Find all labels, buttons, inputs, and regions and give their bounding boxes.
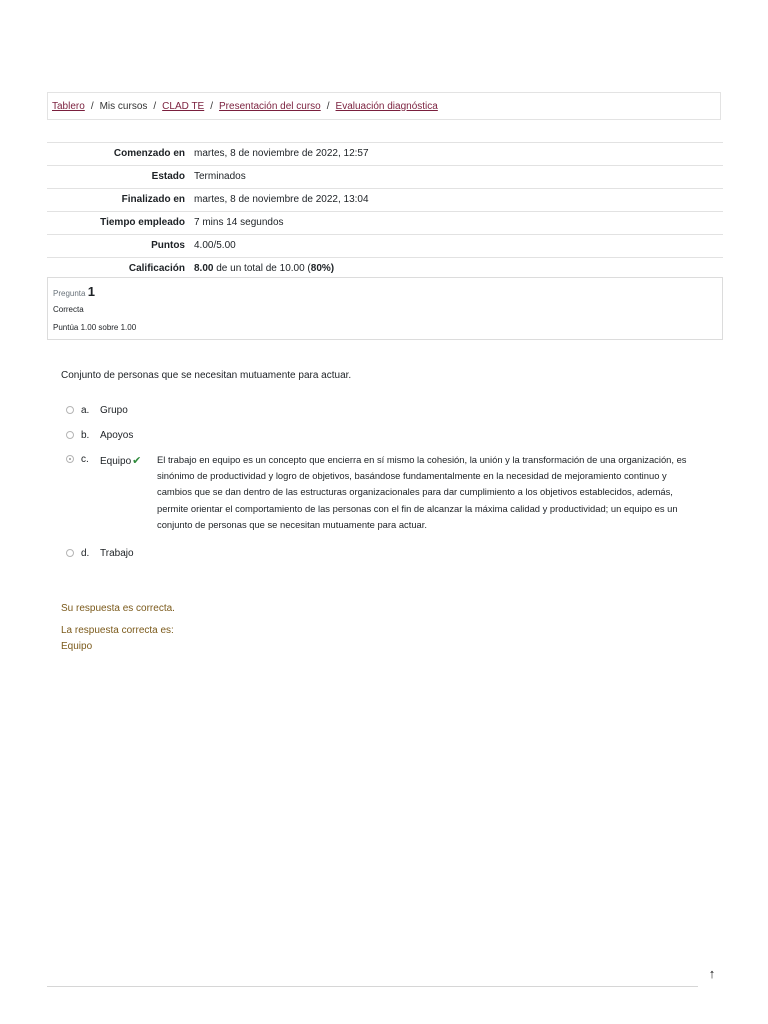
summary-label: Finalizado en	[121, 194, 185, 205]
question-grade: Puntúa 1.00 sobre 1.00	[53, 323, 137, 332]
answer-option-b[interactable]	[66, 430, 134, 441]
breadcrumb-link-evaluation[interactable]: Evaluación diagnóstica	[335, 100, 438, 112]
question-label: Pregunta	[53, 289, 86, 298]
summary-label: Tiempo empleado	[100, 217, 185, 228]
question-number-value: 1	[87, 284, 95, 299]
option-letter: c.	[81, 454, 89, 465]
grade-score: 8.00	[194, 263, 214, 274]
option-letter: d.	[81, 548, 90, 559]
question-info-box	[47, 277, 723, 340]
breadcrumb-mis-cursos: Mis cursos	[99, 100, 148, 112]
option-label: Equipo	[100, 456, 132, 467]
summary-row-finished	[47, 189, 723, 212]
summary-row-started	[47, 143, 723, 166]
right-answer-value: Equipo	[61, 641, 93, 652]
breadcrumb-link-tablero[interactable]: Tablero	[52, 100, 85, 112]
breadcrumb-separator: /	[326, 100, 330, 112]
grade-percent: 80%	[310, 263, 331, 274]
radio-button-selected[interactable]	[66, 455, 74, 463]
answer-option-c[interactable]	[66, 454, 142, 467]
summary-value: Terminados	[194, 171, 246, 182]
option-text: Trabajo	[100, 548, 134, 559]
radio-button[interactable]	[66, 549, 74, 557]
scroll-to-top-button[interactable]	[703, 964, 721, 982]
grade-paren: )	[330, 263, 335, 274]
option-text: Apoyos	[100, 430, 134, 441]
question-state: Correcta	[53, 305, 84, 314]
breadcrumb-separator: /	[153, 100, 157, 112]
breadcrumb-separator: /	[210, 100, 214, 112]
question-number	[53, 284, 717, 299]
breadcrumb-link-course[interactable]: CLAD TE	[162, 100, 205, 112]
breadcrumb	[47, 92, 721, 120]
summary-row-points	[47, 235, 723, 258]
right-answer-label: La respuesta correcta es:	[61, 625, 174, 636]
grade-total: de un total de 10.00 (	[213, 263, 311, 274]
summary-label: Comenzado en	[113, 148, 185, 159]
summary-value: martes, 8 de noviembre de 2022, 13:04	[194, 194, 369, 205]
attempt-summary-table	[47, 142, 723, 281]
answer-option-a[interactable]	[66, 405, 128, 416]
option-letter: a.	[81, 405, 90, 416]
radio-button[interactable]	[66, 406, 74, 414]
summary-label: Estado	[151, 171, 185, 182]
answer-option-d[interactable]	[66, 548, 134, 559]
summary-label: Calificación	[128, 263, 185, 274]
radio-button[interactable]	[66, 431, 74, 439]
summary-value: 7 mins 14 segundos	[194, 217, 284, 228]
breadcrumb-separator: /	[90, 100, 94, 112]
question-text: Conjunto de personas que se necesitan mutuamente para actuar.	[61, 370, 352, 381]
summary-value: 4.00/5.00	[194, 240, 236, 251]
option-feedback: El trabajo en equipo es un concepto que encierra en sí mismo la cohesión, la unión y la transformación de una organización, es sinónimo de productividad y logro de objetivos, basándose fundamentalmente en la necesidad de mejoramiento continuo y cambios que se dan dentro de las estructuras organizacionales para dar cumplimiento a los objetivos establecidos, además, permite orientar el comportamiento de las personas con el fin de alcanzar la máxima calidad y productividad; un equipo es un conjunto de personas que se necesitan mutuamente para actuar.	[157, 454, 687, 530]
option-text	[100, 454, 141, 467]
option-text: Grupo	[100, 405, 128, 416]
summary-row-time	[47, 212, 723, 235]
summary-label: Puntos	[151, 240, 185, 251]
option-letter: b.	[81, 430, 90, 441]
summary-row-state	[47, 166, 723, 189]
footer-divider	[47, 986, 698, 987]
result-feedback: Su respuesta es correcta.	[61, 603, 175, 614]
check-icon: ✔	[132, 455, 142, 467]
summary-value: martes, 8 de noviembre de 2022, 12:57	[194, 148, 369, 159]
breadcrumb-link-presentation[interactable]: Presentación del curso	[219, 100, 321, 112]
arrow-up-icon: ↑	[708, 965, 716, 981]
